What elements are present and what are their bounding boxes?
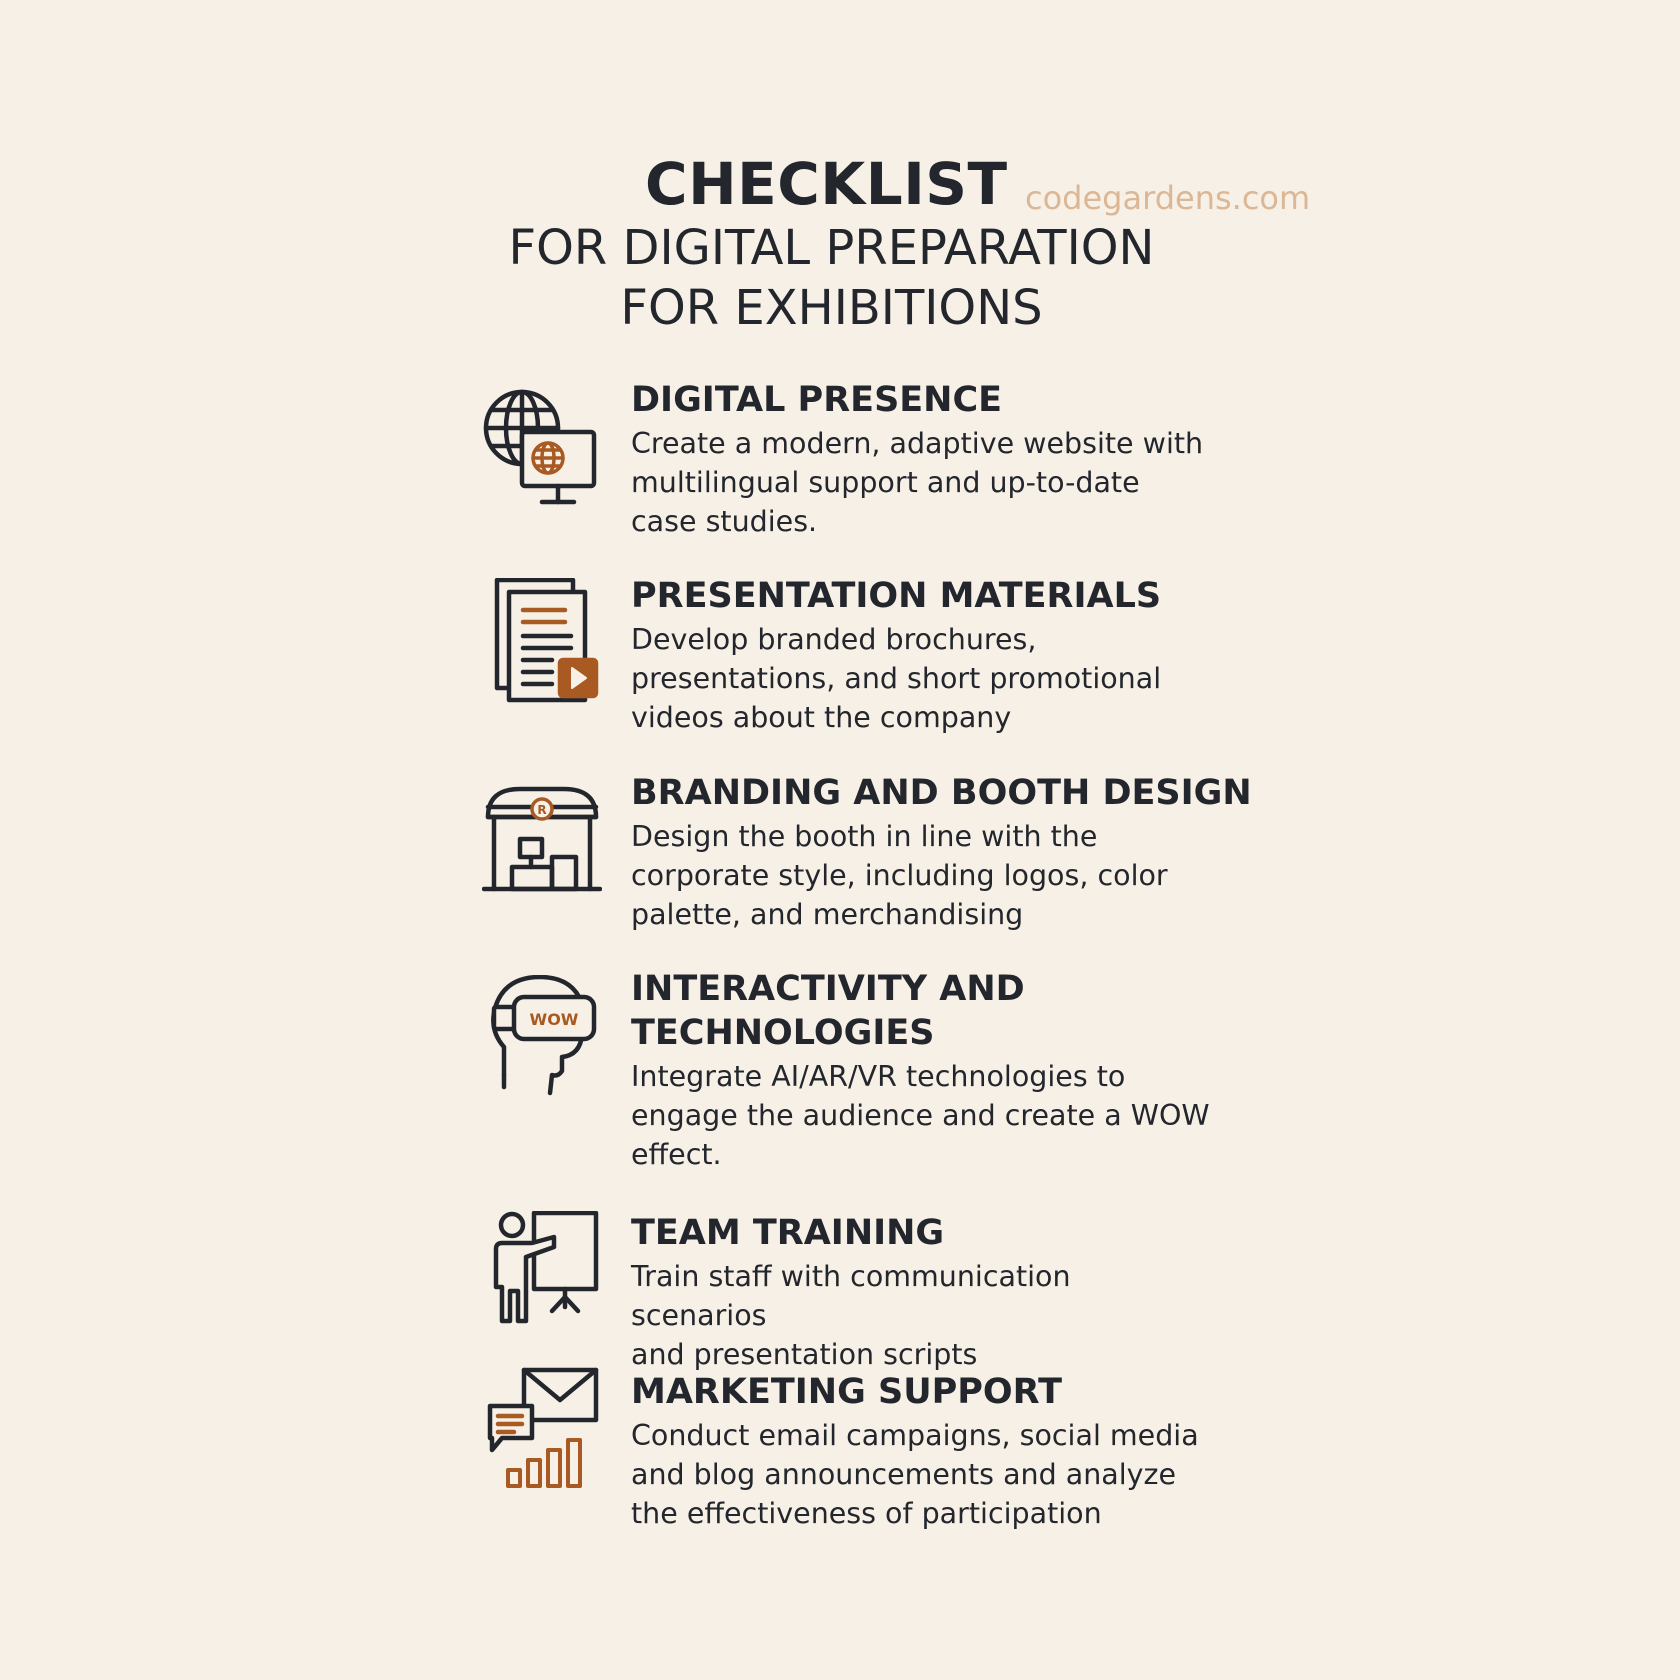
exhibition-booth-icon: [482, 783, 602, 919]
item-description-line: corporate style, including logos, color: [631, 859, 1168, 892]
item-heading-line: TECHNOLOGIES: [631, 1013, 935, 1053]
item-description-line: Create a modern, adaptive website with: [631, 427, 1204, 460]
email-chat-chart-icon: [482, 1366, 602, 1502]
item-description-line: presentations, and short promotional: [631, 662, 1162, 695]
item-heading: PRESENTATION MATERIALS: [631, 576, 1162, 616]
item-description-line: engage the audience and create a WOW: [631, 1099, 1210, 1132]
item-description: [631, 620, 1211, 737]
vr-headset-icon: [482, 975, 602, 1111]
page-subtitle-line-1: FOR DIGITAL PREPARATION: [508, 220, 1155, 276]
item-heading: BRANDING AND BOOTH DESIGN: [631, 773, 1252, 813]
page-subtitle-line-2: FOR EXHIBITIONS: [620, 280, 1043, 336]
item-description: [631, 817, 1211, 934]
globe-monitor-icon: [482, 386, 602, 522]
item-description-line: Develop branded brochures,: [631, 623, 1037, 656]
watermark: codegardens.com: [1025, 179, 1311, 217]
item-heading: MARKETING SUPPORT: [631, 1372, 1062, 1412]
item-description: [631, 1057, 1211, 1174]
item-description-line: and blog announcements and analyze: [631, 1458, 1177, 1491]
item-description-line: case studies.: [631, 505, 818, 538]
item-heading: [631, 967, 1211, 1055]
item-description: [631, 1257, 1211, 1374]
documents-video-icon: [482, 578, 602, 714]
item-description-line: effect.: [631, 1138, 722, 1171]
item-description-line: the effectiveness of participation: [631, 1497, 1102, 1530]
vr-wow-label: WOW: [529, 1010, 579, 1029]
item-description-line: Design the booth in line with the: [631, 820, 1098, 853]
svg-text:R: R: [537, 803, 547, 817]
item-description-line: and presentation scripts: [631, 1338, 978, 1371]
page-title: CHECKLIST: [645, 150, 1008, 218]
item-description-line: multilingual support and up-to-date: [631, 466, 1140, 499]
item-description-line: videos about the company: [631, 701, 1012, 734]
item-description-line: palette, and merchandising: [631, 898, 1024, 931]
item-heading: TEAM TRAINING: [631, 1213, 945, 1253]
item-description: [631, 1416, 1211, 1533]
item-heading: DIGITAL PRESENCE: [631, 380, 1003, 420]
item-description-line: Integrate AI/AR/VR technologies to: [631, 1060, 1126, 1093]
item-description-line: Train staff with communication scenarios: [631, 1260, 1071, 1332]
presenter-board-icon: [482, 1211, 602, 1347]
item-heading-line: INTERACTIVITY AND: [631, 969, 1025, 1009]
item-description: [631, 424, 1211, 541]
item-description-line: Conduct email campaigns, social media: [631, 1419, 1199, 1452]
